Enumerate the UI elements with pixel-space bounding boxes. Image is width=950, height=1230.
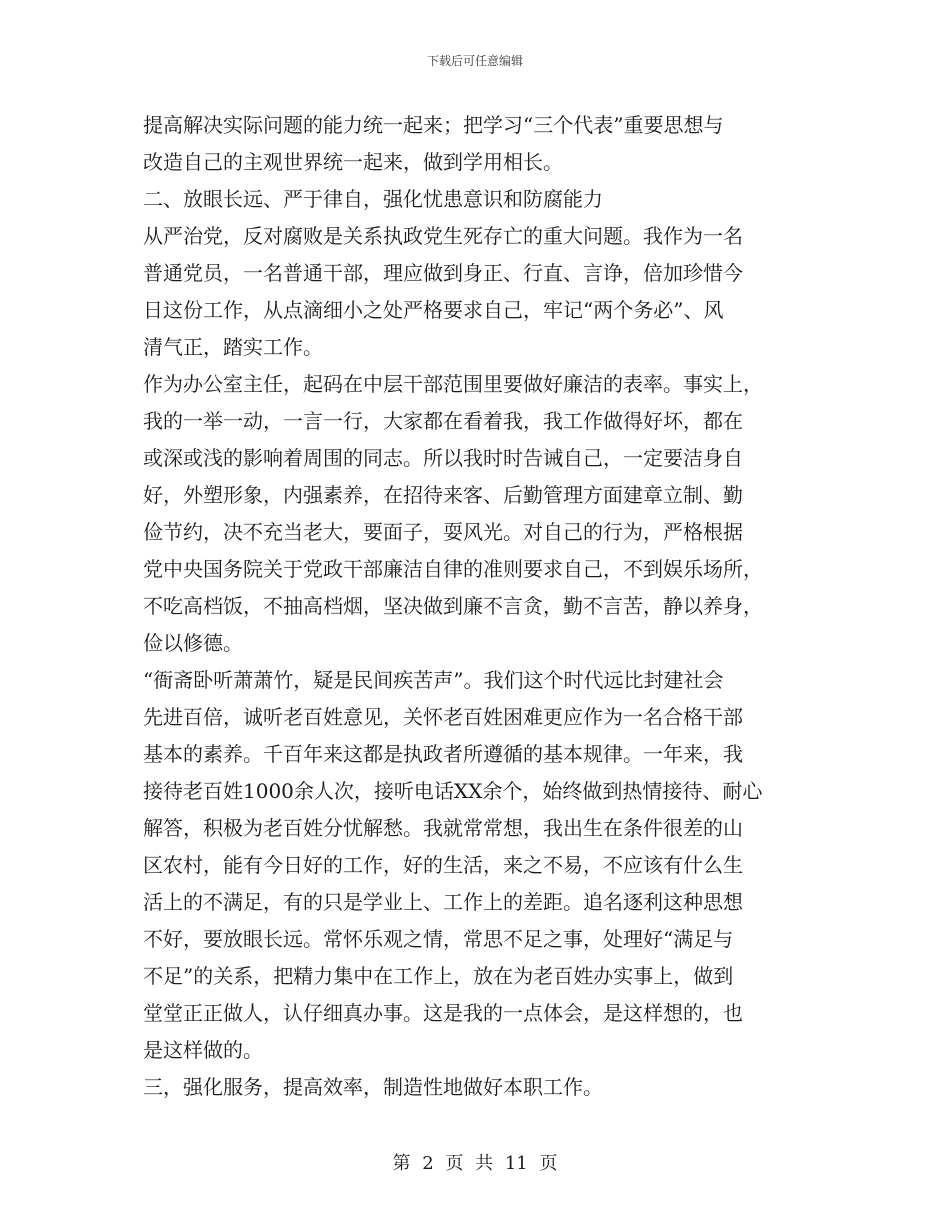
document-body [143,107,818,1106]
text-line: 从严治党，反对腐败是关系执政党生死存亡的重大问题。我作为一名 [143,224,743,248]
text-line: 区农村，能有今日好的工作，好的生活，来之不易，不应该有什么生 [143,853,743,877]
text-line: 我的一举一动，一言一行，大家都在看着我，我工作做得好坏，都在 [143,409,743,433]
text-line: 提高解决实际问题的能力统一起来；把学习“三个代表”重要思想与 [143,113,724,137]
text-line: 改造自己的主观世界统一起来，做到学用相长。 [143,150,563,174]
text-line: 或深或浅的影响着周围的同志。所以我时时告诫自己，一定要洁身自 [143,446,743,470]
text-line: 俭以修德。 [143,631,243,655]
text-line: 日这份工作，从点滴细小之处严格要求自己，牢记“两个务必”、风 [143,298,724,322]
text-line: 清气正，踏实工作。 [143,335,323,359]
text-line: 先进百倍，诚听老百姓意见，关怀老百姓困难更应作为一名合格干部 [143,705,743,729]
text-line: 党中央国务院关于党政干部廉洁自律的准则要求自己，不到娱乐场所， [143,557,763,581]
text-line: 作为办公室主任，起码在中层干部范围里要做好廉洁的表率。事实上， [143,372,763,396]
text-line: 接待老百姓1000余人次，接听电话XX余个，始终做到热情接待、耐心 [143,779,763,803]
text-line: 不吃高档饭，不抽高档烟，坚决做到廉不言贪，勤不言苦，静以养身， [143,594,763,618]
page-number: 第 2 页 共 11 页 [392,1153,558,1174]
text-line: 堂堂正正做人，认仔细真办事。这是我的一点体会，是这样想的，也 [143,1001,743,1025]
text-line: 不好，要放眼长远。常怀乐观之情，常思不足之事，处理好“满足与 [143,927,734,951]
text-line: 普通党员，一名普通干部，理应做到身正、行直、言诤，倍加珍惜今 [143,261,743,285]
text-line: 不足”的关系，把精力集中在工作上，放在为老百姓办实事上，做到 [143,964,734,988]
section-heading: 二、放眼长远、严于律自，强化忧患意识和防腐能力 [143,187,603,211]
text-line: 好，外塑形象，内强素养，在招待来客、后勤管理方面建章立制、勤 [143,483,743,507]
text-line: 基本的素养。千百年来这都是执政者所遵循的基本规律。一年来，我 [143,742,743,766]
text-line: 解答，积极为老百姓分忧解愁。我就常常想，我出生在条件很差的山 [143,816,743,840]
text-line: 活上的不满足，有的只是学业上、工作上的差距。追名逐利这种思想 [143,890,743,914]
page-header: 下载后可任意编辑 [426,54,523,68]
section-heading: 三，强化服务，提高效率，制造性地做好本职工作。 [143,1075,603,1099]
text-line: “衙斋卧听萧萧竹，疑是民间疾苦声”。我们这个时代远比封建社会 [143,668,724,692]
text-line: 俭节约，决不充当老大，要面子，耍风光。对自己的行为，严格根据 [143,520,743,544]
text-line: 是这样做的。 [143,1038,263,1062]
